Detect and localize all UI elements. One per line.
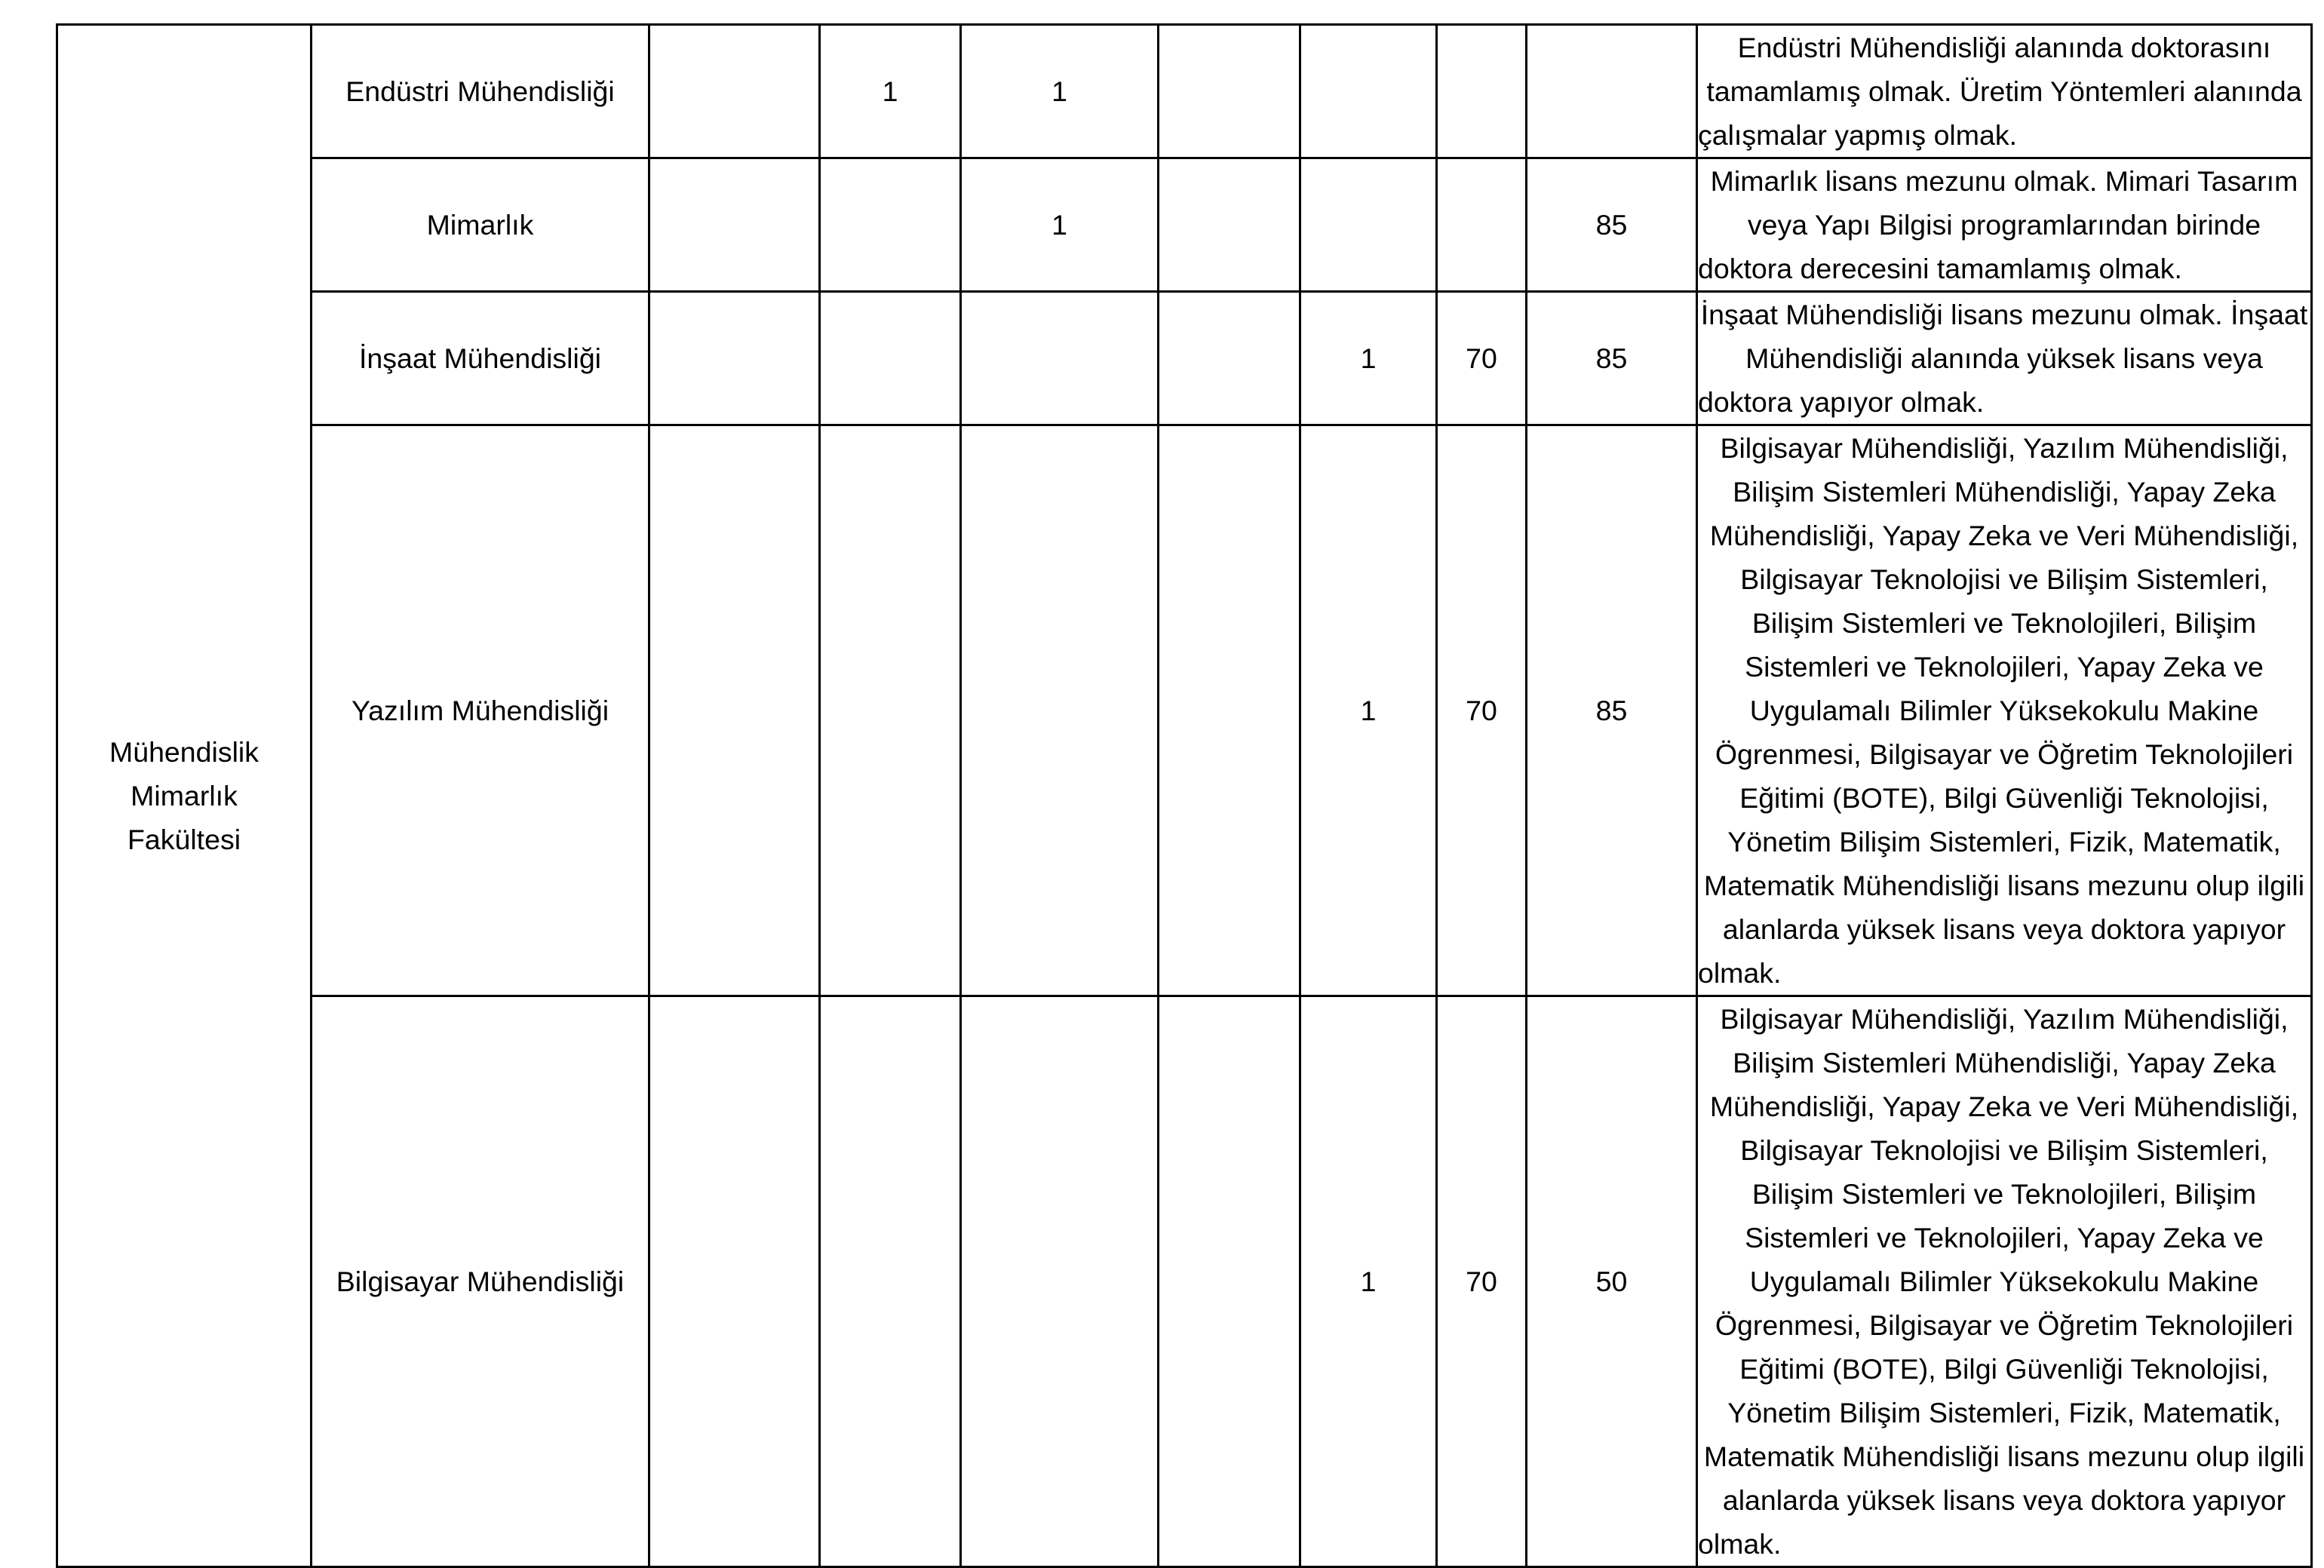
table-row (57, 158, 2312, 292)
value-cell (649, 996, 820, 1567)
requirements-cell: Bilgisayar Mühendisliği, Yazılım Mühendisliği, Bilişim Sistemleri Mühendisliği, Yapay Zeka Mühendisliği, Yapay Zeka ve Veri Mühendisliği, Bilgisayar Teknolojisi ve Bilişim Sistemleri, Bilişim Sistemleri ve Teknolojileri, Bilişim Sistemleri ve Teknolojileri, Yapay Zeka ve Uygulamalı Bilimler Yüksekokulu Makine Ögrenmesi, Bilgisayar ve Öğretim Teknolojileri Eğitimi (BOTE), Bilgi Güvenliği Teknolojisi, Yönetim Bilişim Sistemleri, Fizik, Matematik, Matematik Mühendisliği lisans mezunu olup ilgili alanlarda yüksek lisans veya doktora yapıyor olmak. (1697, 996, 2312, 1567)
department-cell: Endüstri Mühendisliği (312, 25, 649, 158)
value-cell: 70 (1437, 996, 1527, 1567)
value-cell (1159, 425, 1300, 996)
value-cell: 70 (1437, 425, 1527, 996)
faculty-name: Mühendislik Mimarlık Fakültesi (109, 736, 259, 855)
value-cell: 1 (1300, 425, 1437, 996)
department-cell: Mimarlık (312, 158, 649, 292)
table-row (57, 25, 2312, 158)
department-cell: Bilgisayar Mühendisliği (312, 996, 649, 1567)
value-cell (820, 996, 961, 1567)
table-row (57, 292, 2312, 425)
value-cell (649, 425, 820, 996)
value-cell (649, 25, 820, 158)
table-row (57, 425, 2312, 996)
value-cell: 85 (1527, 292, 1697, 425)
value-cell (1159, 25, 1300, 158)
value-cell (961, 425, 1159, 996)
value-cell: 85 (1527, 425, 1697, 996)
value-cell: 70 (1437, 292, 1527, 425)
value-cell (1159, 996, 1300, 1567)
value-cell (1527, 25, 1697, 158)
value-cell: 1 (1300, 292, 1437, 425)
value-cell: 1 (961, 25, 1159, 158)
value-cell: 1 (1300, 996, 1437, 1567)
value-cell (1437, 158, 1527, 292)
department-cell: Yazılım Mühendisliği (312, 425, 649, 996)
value-cell (1300, 25, 1437, 158)
requirements-cell: Mimarlık lisans mezunu olmak. Mimari Tasarım veya Yapı Bilgisi programlarından birinde doktora derecesini tamamlamış olmak. (1697, 158, 2312, 292)
requirements-cell: Endüstri Mühendisliği alanında doktorasını tamamlamış olmak. Üretim Yöntemleri alanında çalışmalar yapmış olmak. (1697, 25, 2312, 158)
value-cell (1159, 158, 1300, 292)
value-cell: 50 (1527, 996, 1697, 1567)
value-cell (649, 292, 820, 425)
value-cell (820, 425, 961, 996)
staff-requirements-table (56, 23, 2313, 1568)
value-cell (649, 158, 820, 292)
value-cell (820, 292, 961, 425)
department-cell: İnşaat Mühendisliği (312, 292, 649, 425)
value-cell (961, 996, 1159, 1567)
value-cell: 1 (820, 25, 961, 158)
requirements-cell: Bilgisayar Mühendisliği, Yazılım Mühendisliği, Bilişim Sistemleri Mühendisliği, Yapay Zeka Mühendisliği, Yapay Zeka ve Veri Mühendisliği, Bilgisayar Teknolojisi ve Bilişim Sistemleri, Bilişim Sistemleri ve Teknolojileri, Bilişim Sistemleri ve Teknolojileri, Yapay Zeka ve Uygulamalı Bilimler Yüksekokulu Makine Ögrenmesi, Bilgisayar ve Öğretim Teknolojileri Eğitimi (BOTE), Bilgi Güvenliği Teknolojisi, Yönetim Bilişim Sistemleri, Fizik, Matematik, Matematik Mühendisliği lisans mezunu olup ilgili alanlarda yüksek lisans veya doktora yapıyor olmak. (1697, 425, 2312, 996)
value-cell (961, 292, 1159, 425)
value-cell: 85 (1527, 158, 1697, 292)
value-cell (1300, 158, 1437, 292)
value-cell: 1 (961, 158, 1159, 292)
value-cell (1159, 292, 1300, 425)
faculty-name-cell (57, 25, 312, 1567)
requirements-cell: İnşaat Mühendisliği lisans mezunu olmak. İnşaat Mühendisliği alanında yüksek lisans veya doktora yapıyor olmak. (1697, 292, 2312, 425)
table-row (57, 996, 2312, 1567)
value-cell (820, 158, 961, 292)
value-cell (1437, 25, 1527, 158)
